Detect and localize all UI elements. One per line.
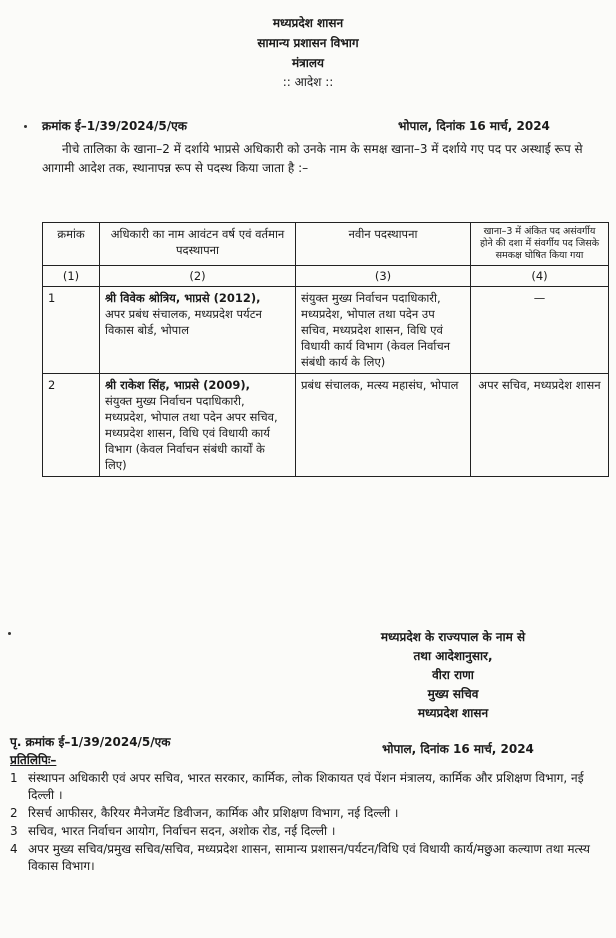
index-cell: (1) <box>43 266 100 287</box>
officer-current-posting: अपर प्रबंध संचालक, मध्यप्रदेश पर्यटन विकास बोर्ड, भोपाल <box>105 307 262 337</box>
list-item-text: रिसर्च आफीसर, कैरियर मैनेजमेंट डिवीजन, कार्मिक और प्रशिक्षण विभाग, नई दिल्ली । <box>28 806 399 820</box>
list-item-number: 3 <box>10 824 18 838</box>
copy-list <box>10 770 606 876</box>
col-header-serial: क्रमांक <box>43 223 100 266</box>
list-item <box>10 841 606 875</box>
endorsement-place-date: भोपाल, दिनांक 16 मार्च, 2024 <box>382 742 534 756</box>
list-item-text: संस्थापन अधिकारी एवं अपर सचिव, भारत सरकार, कार्मिक, लोक शिकायत एवं पेंशन मंत्रालय, कार्मिक और प्रशिक्षण विभाग, नई दिल्ली । <box>28 771 584 802</box>
order-number: क्रमांक ई–1/39/2024/5/एक <box>42 119 187 133</box>
header-line-ministry: मंत्रालय <box>291 56 324 70</box>
scan-dot <box>8 632 11 635</box>
index-cell: (3) <box>296 266 471 287</box>
order-place-date: भोपाल, दिनांक 16 मार्च, 2024 <box>398 119 550 133</box>
table-row <box>43 287 609 374</box>
col-header-new-posting: नवीन पदस्थापना <box>296 223 471 266</box>
list-item <box>10 770 606 804</box>
list-item-text: अपर मुख्य सचिव/प्रमुख सचिव/सचिव, मध्यप्रदेश शासन, सामान्य प्रशासन/पर्यटन/विधि एवं विधायी कार्य/मछुआ कल्याण तथा मत्स्य विकास विभाग। <box>28 842 590 873</box>
officer-name: श्री विवेक श्रोत्रिय, भाप्रसे (2012), <box>105 291 261 305</box>
table-index-row <box>43 266 609 287</box>
copy-to-label: प्रतिलिपिः– <box>10 753 57 767</box>
new-posting-cell: संयुक्त मुख्य निर्वाचन पदाधिकारी, मध्यप्रदेश, भोपाल तथा पदेन उप सचिव, मध्यप्रदेश शासन, विधि एवं विधायी कार्य विभाग (केवल निर्वाचन संबंधी कार्य के लिए) <box>296 287 471 374</box>
table-header-row <box>43 223 609 266</box>
officer-current-posting: संयुक्त मुख्य निर्वाचन पदाधिकारी, मध्यप्रदेश, भोपाल तथा पदेन अपर सचिव, मध्यप्रदेश शासन, विधि एवं विधायी कार्य विभाग (केवल निर्वाचन संबंधी कार्यों के लिए) <box>105 394 278 472</box>
signature-line-order: तथा आदेशानुसार, <box>413 649 493 663</box>
header-line-department: सामान्य प्रशासन विभाग <box>257 36 359 50</box>
serial-cell: 2 <box>43 374 100 477</box>
header-line-govt: मध्यप्रदेश शासन <box>272 16 344 30</box>
index-cell: (4) <box>471 266 609 287</box>
table-row <box>43 374 609 477</box>
index-cell: (2) <box>100 266 296 287</box>
scan-dot <box>24 125 27 128</box>
posting-table <box>42 222 609 477</box>
list-item-text: सचिव, भारत निर्वाचन आयोग, निर्वाचन सदन, अशोक रोड, नई दिल्ली । <box>28 824 336 838</box>
equivalent-cell: — <box>471 287 609 374</box>
list-item-number: 2 <box>10 806 18 820</box>
signatory-designation: मुख्य सचिव <box>427 687 479 701</box>
col-header-officer: अधिकारी का नाम आवंटन वर्ष एवं वर्तमान पदस्थापना <box>100 223 296 266</box>
intro-paragraph: नीचे तालिका के खाना–2 में दर्शाये भाप्रसे अधिकारी को उनके नाम के समक्ष खाना–3 में दर्शाये गए पद पर अस्थाई रूप से आगामी आदेश तक, स्थानापन्न रूप से पदस्थ किया जाता है :– <box>42 142 583 175</box>
officer-cell <box>100 287 296 374</box>
signatory-office: मध्यप्रदेश शासन <box>417 706 489 720</box>
officer-cell <box>100 374 296 477</box>
list-item-number: 1 <box>10 771 18 785</box>
endorsement-number: पृ. क्रमांक ई–1/39/2024/5/एक <box>10 735 171 749</box>
equivalent-cell: अपर सचिव, मध्यप्रदेश शासन <box>471 374 609 477</box>
list-item <box>10 805 606 822</box>
col-header-equivalent: खाना–3 में अंकित पद असंवर्गीय होने की दशा में संवर्गीय पद जिसके समकक्ष घोषित किया गया <box>471 223 609 266</box>
signature-block <box>300 628 606 723</box>
list-item <box>10 823 606 840</box>
serial-cell: 1 <box>43 287 100 374</box>
new-posting-cell: प्रबंध संचालक, मत्स्य महासंघ, भोपाल <box>296 374 471 477</box>
signatory-name: वीरा राणा <box>432 668 474 682</box>
officer-name: श्री राकेश सिंह, भाप्रसे (2009), <box>105 378 250 392</box>
list-item-number: 4 <box>10 842 18 856</box>
signature-line-authority: मध्यप्रदेश के राज्यपाल के नाम से <box>380 630 526 644</box>
header-line-order: :: आदेश :: <box>282 75 334 89</box>
